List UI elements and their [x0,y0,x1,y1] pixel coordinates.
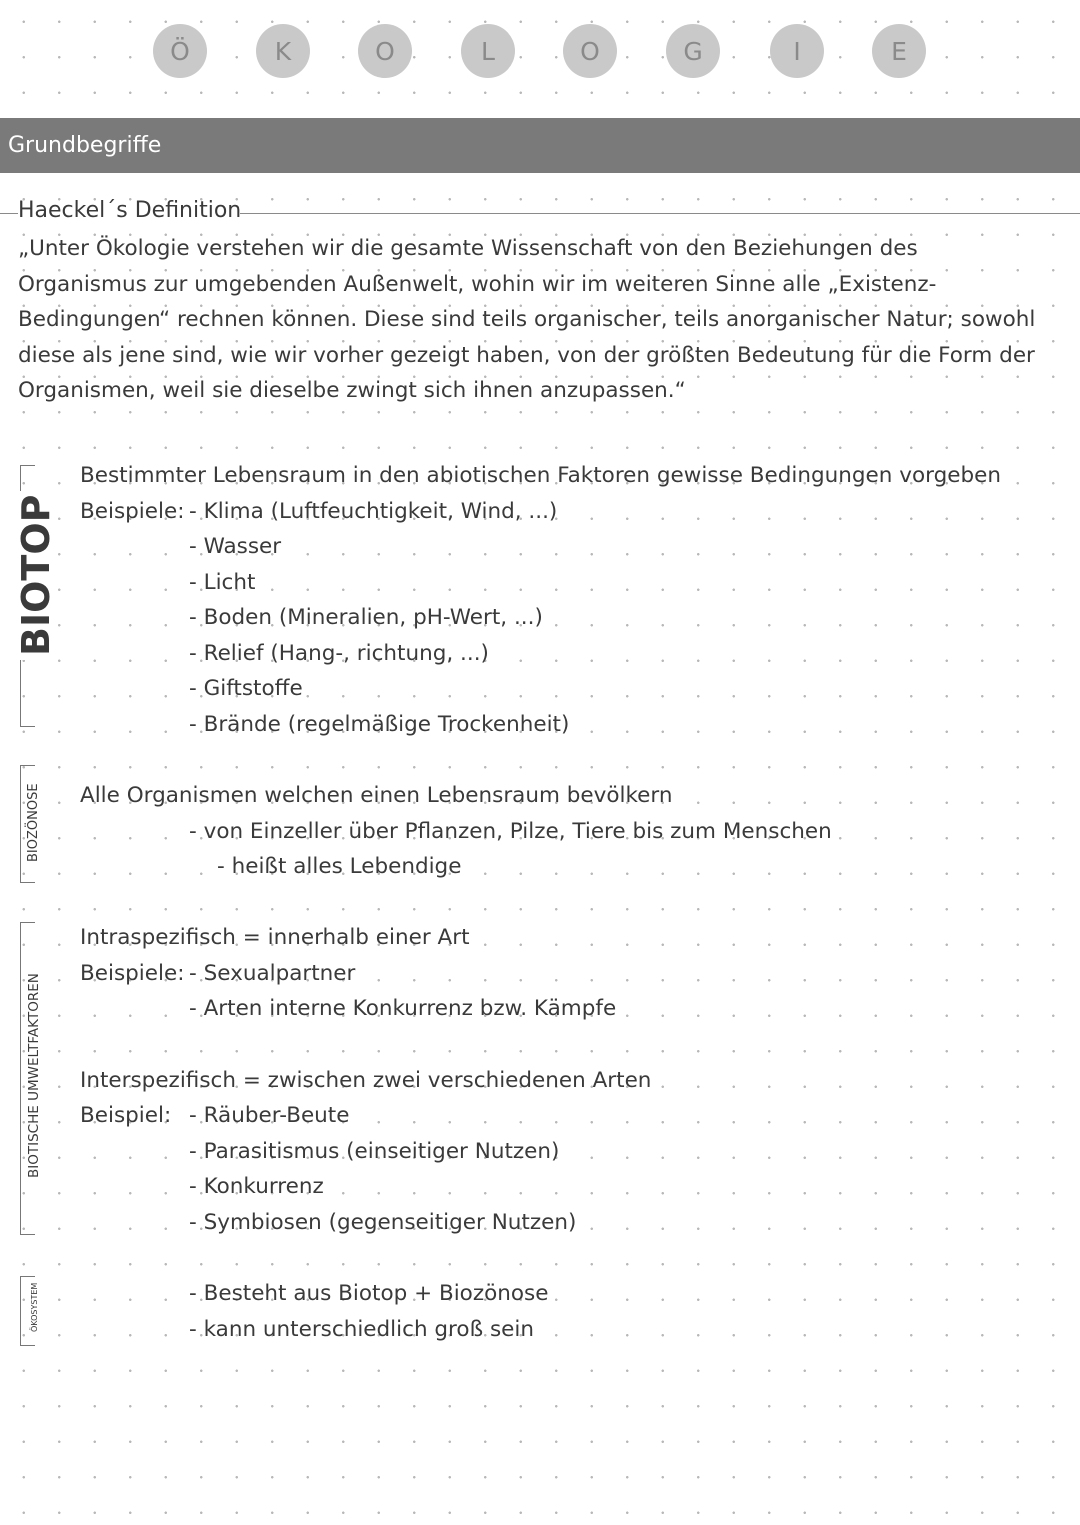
biotop-item: - Wasser [189,534,282,559]
biotop-item: - Brände (regelmäßige Trockenheit) [189,712,570,737]
interspezifisch-item: - Räuber-Beute [189,1103,350,1128]
title-letter-circle: O [358,24,412,78]
title-letter-circle: G [666,24,720,78]
section-title: Grundbegriffe [8,133,162,158]
interspezifisch-item: - Konkurrenz [189,1174,324,1199]
biotop-item: - Boden (Mineralien, pH-Wert, ...) [189,605,543,630]
interspezifisch-item: - Parasitismus (einseitiger Nutzen) [189,1139,560,1164]
title-letter-circle: I [770,24,824,78]
intraspezifisch-examples-label: Beispiele: [80,961,185,986]
title-circles [153,24,933,80]
intraspezifisch-intro: Intraspezifisch = innerhalb einer Art [80,925,470,950]
oekosystem-item: - kann unterschiedlich groß sein [189,1317,534,1342]
definition-line: Organismen, weil sie dieselbe zwingt sich ihnen anzupassen.“ [18,378,686,403]
biozoenose-item: - von Einzeller über Pflanzen, Pilze, Tiere bis zum Menschen [189,819,832,844]
biotop-item: - Licht [189,570,256,595]
title-letter-circle: K [256,24,310,78]
biozoenose-label: BIOZÖNOSE [26,779,41,866]
interspezifisch-intro: Interspezifisch = zwischen zwei verschiedenen Arten [80,1068,652,1093]
biotische-label: BIOTISCHE UMWELTFAKTOREN [26,969,42,1182]
biotop-item: - Giftstoffe [189,676,303,701]
biotop-label: BIOTOP [14,491,58,660]
biozoenose-item: - heißt alles Lebendige [217,854,462,879]
title-letter-circle: Ö [153,24,207,78]
oekosystem-item: - Besteht aus Biotop + Biozönose [189,1281,549,1306]
definition-title: Haeckel´s Definition [18,198,242,223]
title-letter-circle: E [872,24,926,78]
biotop-item: - Klima (Luftfeuchtigkeit, Wind, ...) [189,499,558,524]
title-letter-circle: L [461,24,515,78]
intraspezifisch-item: - Sexualpartner [189,961,356,986]
interspezifisch-item: - Symbiosen (gegenseitiger Nutzen) [189,1210,577,1235]
section-bar [0,118,1080,173]
definition-text [18,231,1058,409]
definition-line: diese als jene sind, wie wir vorher gezeigt haben, von der größten Bedeutung für die Form der [18,342,1035,368]
title-letter-circle: O [563,24,617,78]
biozoenose-intro: Alle Organismen welchen einen Lebensraum bevölkern [80,783,673,808]
oekosystem-label: ÖKOSYSTEM [30,1279,39,1336]
biotop-examples-label: Beispiele: [80,499,185,524]
definition-line: Bedingungen“ rechnen können. Diese sind teils organischer, teils anorganischer Natur; sowohl [18,307,1036,332]
intraspezifisch-item: - Arten interne Konkurrenz bzw. Kämpfe [189,996,617,1021]
biotop-intro: Bestimmter Lebensraum in den abiotischen Faktoren gewisse Bedingungen vorgeben [80,463,1001,488]
interspezifisch-examples-label: Beispiel: [80,1103,172,1128]
definition-line: Organismus zur umgebenden Außenwelt, wohin wir im weiteren Sinne alle „Existenz- [18,271,937,297]
biotop-item: - Relief (Hang-, richtung, ...) [189,641,489,666]
definition-line: „Unter Ökologie verstehen wir die gesamte Wissenschaft von den Beziehungen des [18,236,918,261]
